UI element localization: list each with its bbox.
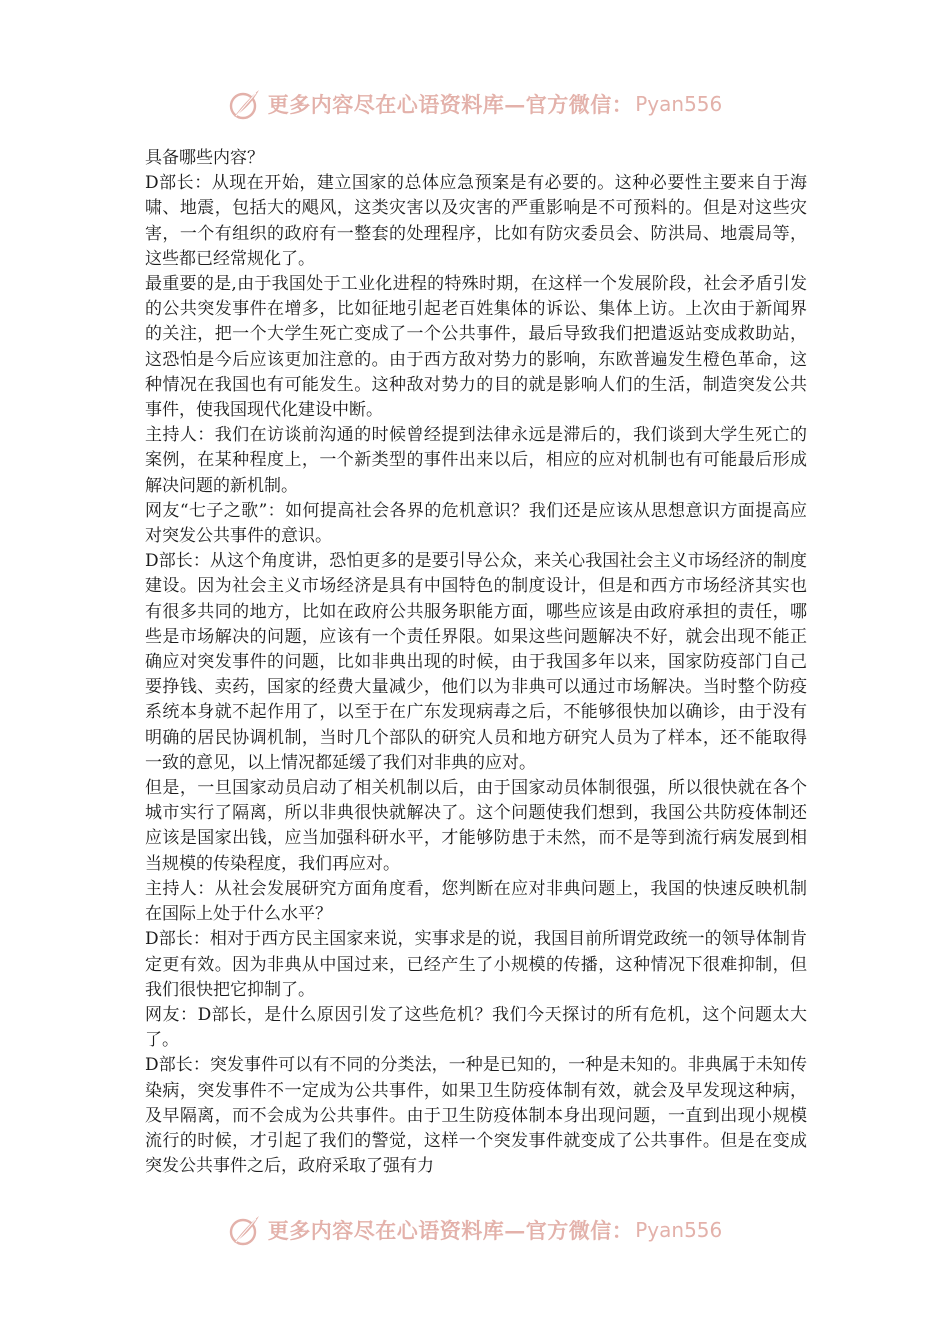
- footer-watermark: [0, 1210, 950, 1250]
- paragraph: 但是，一旦国家动员启动了相关机制以后，由于国家动员体制很强，所以很快就在各个城市实行了隔离，所以非典很快就解决了。这个问题使我们想到，我国公共防疫体制还应该是国家出钱，应当加强科研水平，才能够防患于未然，而不是等到流行病发展到相当规模的传染程度，我们再应对。: [145, 778, 807, 874]
- document-body: [145, 146, 807, 1179]
- paragraph: 具备哪些内容？: [145, 148, 264, 168]
- paragraph: D部长：相对于西方民主国家来说，实事求是的说，我国目前所谓党政统一的领导体制肯定更有效。因为非典从中国过来，已经产生了小规模的传播，这种情况下很难抑制，但我们很快把它抑制了。: [145, 929, 807, 1000]
- watermark-text: 更多内容尽在心语资料库—官方微信：: [267, 92, 634, 117]
- header-watermark: [0, 84, 950, 124]
- paragraph: 网友“七子之歌”：如何提高社会各界的危机意识？我们还是应该从思想意识方面提高应对突发公共事件的意识。: [145, 500, 807, 547]
- watermark-wechat-id: Pyan556: [635, 92, 723, 116]
- paragraph: D部长：突发事件可以有不同的分类法，一种是已知的，一种是未知的。非典属于未知传染病，突发事件不一定成为公共事件，如果卫生防疫体制有效，就会及早发现这种病，及早隔离，而不会成为公共事件。由于卫生防疫体制本身出现问题，一直到出现小规模流行的时候，才引起了我们的警觉，这样一个突发事件就变成了公共事件。但是在变成突发公共事件之后，政府采取了强有力: [145, 1055, 807, 1177]
- watermark-text: 更多内容尽在心语资料库—官方微信：: [267, 1218, 634, 1243]
- paragraph: 主持人：我们在访谈前沟通的时候曾经提到法律永远是滞后的，我们谈到大学生死亡的案例，在某种程度上，一个新类型的事件出来以后，相应的应对机制也有可能最后形成解决问题的新机制。: [145, 425, 807, 496]
- feather-pen-logo-icon: [228, 87, 262, 121]
- paragraph: D部长：从这个角度讲，恐怕更多的是要引导公众，来关心我国社会主义市场经济的制度建设。因为社会主义市场经济是具有中国特色的制度设计，但是和西方市场经济其实也有很多共同的地方，比如在政府公共服务职能方面，哪些应该是由政府承担的责任，哪些是市场解决的问题，应该有一个责任界限。如果这些问题解决不好，就会出现不能正确应对突发事件的问题，比如非典出现的时候，由于我国多年以来，国家防疫部门自己要挣钱、卖药，国家的经费大量减少，他们以为非典可以通过市场解决。当时整个防疫系统本身就不起作用了，以至于在广东发现病毒之后，不能够很快加以确诊，由于没有明确的居民协调机制，当时几个部队的研究人员和地方研究人员为了样本，还不能取得一致的意见，以上情况都延缓了我们对非典的应对。: [145, 551, 807, 773]
- feather-pen-logo-icon: [228, 1213, 262, 1247]
- paragraph: 主持人：从社会发展研究方面角度看，您判断在应对非典问题上，我国的快速反映机制在国际上处于什么水平？: [145, 878, 807, 925]
- paragraph: 最重要的是,由于我国处于工业化进程的特殊时期，在这样一个发展阶段，社会矛盾引发的公共突发事件在增多，比如征地引起老百姓集体的诉讼、集体上访。上次由于新闻界的关注，把一个大学生死亡变成了一个公共事件，最后导致我们把遣返站变成救助站，这恐怕是今后应该更加注意的。由于西方敌对势力的影响，东欧普遍发生橙色革命，这种情况在我国也有可能发生。这种敌对势力的目的就是影响人们的生活，制造突发公共事件，使我国现代化建设中断。: [145, 274, 807, 421]
- watermark-wechat-id: Pyan556: [635, 1218, 723, 1242]
- paragraph: 网友：D部长，是什么原因引发了这些危机？我们今天探讨的所有危机，这个问题太大了。: [145, 1004, 807, 1051]
- paragraph: D部长：从现在开始，建立国家的总体应急预案是有必要的。这种必要性主要来自于海啸、地震，包括大的飓风，这类灾害以及灾害的严重影响是不可预料的。但是对这些灾害，一个有组织的政府有一整套的处理程序，比如有防灾委员会、防洪局、地震局等，这些都已经常规化了。: [145, 173, 807, 269]
